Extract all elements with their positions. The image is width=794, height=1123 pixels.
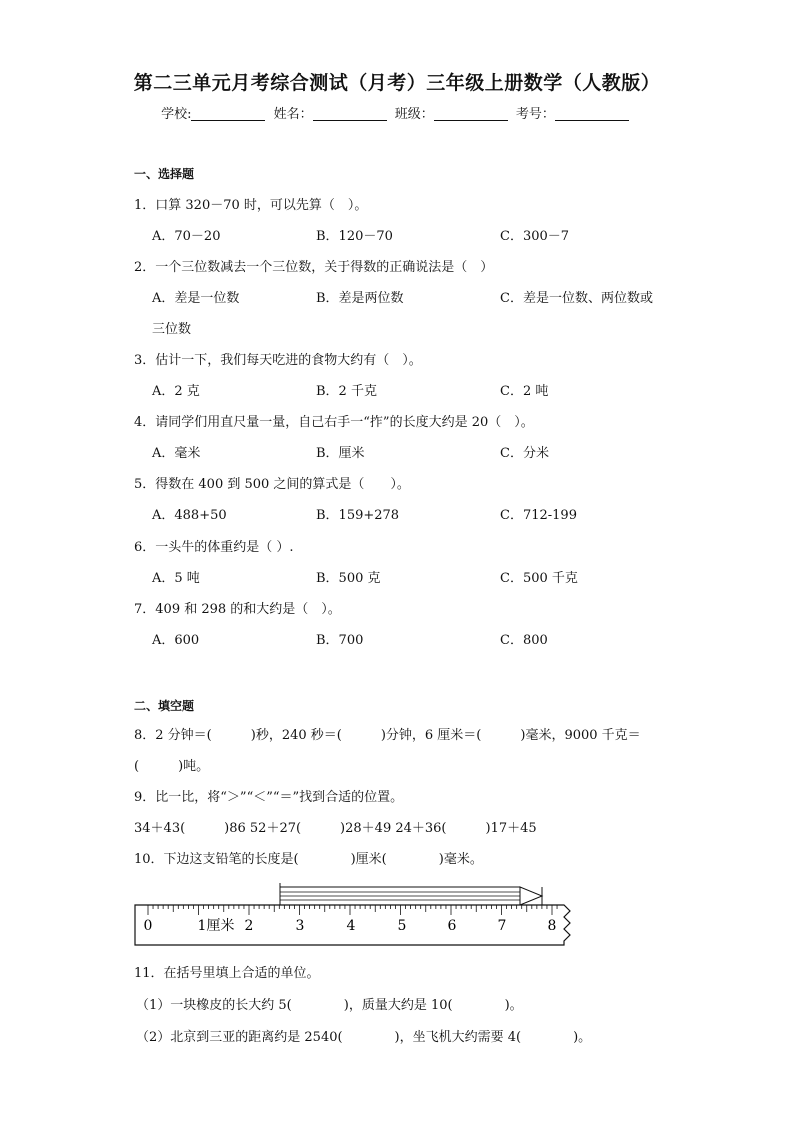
question-5: 5．得数在 400 到 500 之间的算式是（ ）。	[134, 477, 410, 492]
question-9: 9．比一比，将“＞”“＜”“＝”找到合适的位置。	[134, 790, 404, 805]
q1-option-b[interactable]: B．120－70	[316, 229, 393, 244]
student-info	[0, 103, 794, 122]
ruler-num-8: 8	[547, 918, 557, 934]
number-blank[interactable]	[555, 106, 629, 121]
question-3: 3．估计一下，我们每天吃进的食物大约有（ ）。	[134, 353, 422, 368]
school-blank[interactable]	[191, 106, 265, 121]
ruler-num-5: 5	[397, 918, 407, 934]
q5-option-b[interactable]: B．159+278	[316, 508, 400, 523]
question-11-part-1: （1）一块橡皮的长大约 5( )，质量大约是 10( )。	[136, 998, 523, 1013]
pencil	[280, 883, 542, 905]
question-6: 6．一头牛的体重约是（ ）.	[134, 540, 294, 555]
question-9-comparisons: 34＋43( )86 52＋27( )28＋49 24＋36( )17＋45	[134, 821, 537, 836]
ruler-num-6: 6	[447, 918, 457, 934]
question-10: 10．下边这支铅笔的长度是( )厘米( )毫米。	[134, 852, 483, 867]
q2-option-c[interactable]: C．差是一位数、两位数或	[500, 291, 653, 306]
q1-option-c[interactable]: C．300－7	[500, 229, 570, 244]
q4-option-b[interactable]: B．厘米	[316, 446, 365, 461]
q7-option-a[interactable]: A．600	[152, 633, 200, 648]
name-label: 姓名：	[273, 107, 313, 122]
ruler-num-0: 0	[143, 918, 153, 934]
class-blank[interactable]	[434, 106, 508, 121]
q4-option-a[interactable]: A．毫米	[152, 446, 201, 461]
q5-option-c[interactable]: C．712-199	[500, 508, 577, 523]
q6-option-b[interactable]: B．500 克	[316, 571, 381, 586]
question-11-part-2: （2）北京到三亚的距离约是 2540( )，坐飞机大约需要 4( )。	[136, 1030, 592, 1045]
ruler-num-7: 7	[497, 918, 507, 934]
q7-option-c[interactable]: C．800	[500, 633, 548, 648]
ruler-figure	[134, 883, 574, 953]
section-title-fill: 二、填空题	[134, 699, 195, 713]
q1-option-a[interactable]: A．70－20	[152, 229, 221, 244]
q2-option-a[interactable]: A．差是一位数	[152, 291, 240, 306]
ruler-num-1: 1厘米	[197, 918, 235, 934]
question-11: 11．在括号里填上合适的单位。	[134, 966, 320, 981]
q7-option-b[interactable]: B．700	[316, 633, 364, 648]
number-label: 考号：	[515, 107, 555, 122]
question-4: 4．请同学们用直尺量一量，自己右手一“拃”的长度大约是 20（ ）。	[134, 415, 534, 430]
q6-option-a[interactable]: A．5 吨	[152, 571, 200, 586]
question-1: 1．口算 320－70 时，可以先算（ ）。	[134, 198, 368, 213]
ruler-num-2: 2	[244, 918, 254, 934]
q2-option-b[interactable]: B．差是两位数	[316, 291, 404, 306]
section-title-choice: 一、选择题	[134, 167, 195, 181]
q3-option-b[interactable]: B．2 千克	[316, 384, 377, 399]
question-8: 8．2 分钟＝( )秒，240 秒＝( )分钟，6 厘米＝( )毫米，9000 千克＝	[134, 728, 641, 743]
ruler-num-3: 3	[295, 918, 305, 934]
question-8-cont: ( )吨。	[134, 759, 210, 774]
q3-option-c[interactable]: C．2 吨	[500, 384, 549, 399]
question-7: 7．409 和 298 的和大约是（ ）。	[134, 602, 341, 617]
q2-option-c-cont: 三位数	[152, 322, 192, 337]
class-label: 班级：	[394, 107, 434, 122]
q3-option-a[interactable]: A．2 克	[152, 384, 200, 399]
q4-option-c[interactable]: C．分米	[500, 446, 549, 461]
name-blank[interactable]	[313, 106, 387, 121]
q6-option-c[interactable]: C．500 千克	[500, 571, 578, 586]
ruler-num-4: 4	[346, 918, 356, 934]
school-label: 学校:	[161, 107, 192, 122]
question-2: 2．一个三位数减去一个三位数，关于得数的正确说法是（ ）	[134, 260, 494, 275]
q5-option-a[interactable]: A．488+50	[152, 508, 227, 523]
page-title: 第二三单元月考综合测试（月考）三年级上册数学（人教版）	[133, 72, 661, 94]
